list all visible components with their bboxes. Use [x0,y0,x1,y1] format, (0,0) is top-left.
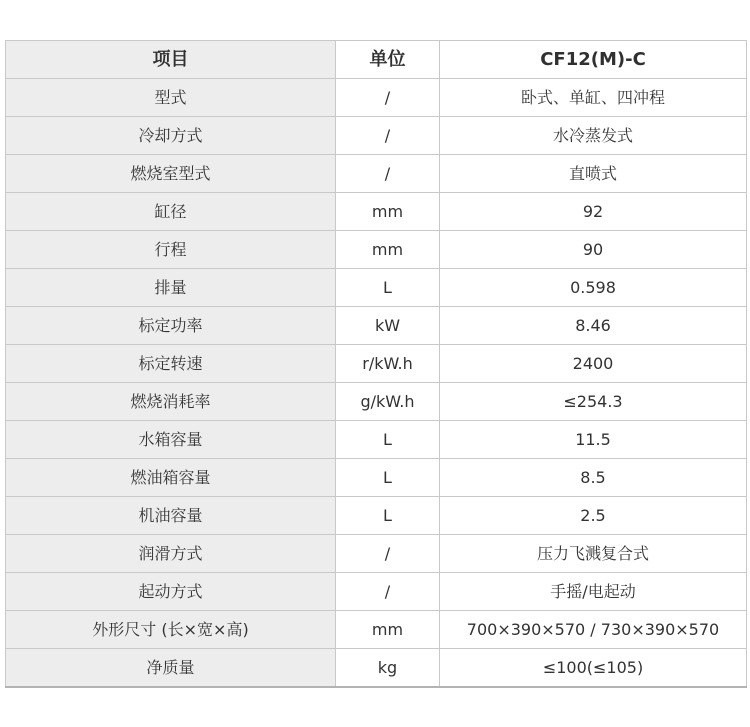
row-unit: L [336,421,440,459]
row-value: ≤254.3 [440,383,747,421]
spec-table [5,40,747,688]
row-value: 0.598 [440,269,747,307]
row-unit: / [336,79,440,117]
row-label: 净质量 [6,649,336,688]
row-label: 型式 [6,79,336,117]
table-row [6,611,747,649]
table-row [6,497,747,535]
table-row [6,307,747,345]
table-row [6,573,747,611]
row-unit: kW [336,307,440,345]
row-unit: / [336,117,440,155]
table-row [6,383,747,421]
row-unit: g/kW.h [336,383,440,421]
row-label: 冷却方式 [6,117,336,155]
row-value: 90 [440,231,747,269]
table-row [6,269,747,307]
row-label: 行程 [6,231,336,269]
row-value: 2400 [440,345,747,383]
row-unit: mm [336,193,440,231]
col-header-model: CF12(M)-C [440,41,747,79]
row-label: 外形尺寸 (长×宽×高) [6,611,336,649]
row-unit: / [336,535,440,573]
row-value: 8.5 [440,459,747,497]
row-unit: / [336,155,440,193]
row-label: 标定功率 [6,307,336,345]
table-header-row [6,41,747,79]
row-label: 排量 [6,269,336,307]
row-label: 水箱容量 [6,421,336,459]
row-value: 卧式、单缸、四冲程 [440,79,747,117]
row-label: 标定转速 [6,345,336,383]
row-value: 2.5 [440,497,747,535]
table-row [6,459,747,497]
row-unit: L [336,269,440,307]
row-value: 压力飞溅复合式 [440,535,747,573]
table-row [6,345,747,383]
row-unit: r/kW.h [336,345,440,383]
row-label: 燃烧室型式 [6,155,336,193]
row-unit: mm [336,611,440,649]
row-unit: L [336,497,440,535]
table-row [6,155,747,193]
row-value: 水冷蒸发式 [440,117,747,155]
table-row [6,117,747,155]
row-value: 直喷式 [440,155,747,193]
row-value: 11.5 [440,421,747,459]
row-label: 燃烧消耗率 [6,383,336,421]
col-header-unit: 单位 [336,41,440,79]
row-unit: kg [336,649,440,688]
table-row [6,79,747,117]
row-label: 润滑方式 [6,535,336,573]
row-value: 手摇/电起动 [440,573,747,611]
row-label: 机油容量 [6,497,336,535]
table-row [6,649,747,688]
table-row [6,193,747,231]
row-value: 92 [440,193,747,231]
row-value: ≤100(≤105) [440,649,747,688]
table-row [6,231,747,269]
row-value: 700×390×570 / 730×390×570 [440,611,747,649]
row-unit: mm [336,231,440,269]
row-value: 8.46 [440,307,747,345]
row-unit: L [336,459,440,497]
table-row [6,421,747,459]
row-label: 缸径 [6,193,336,231]
row-unit: / [336,573,440,611]
row-label: 燃油箱容量 [6,459,336,497]
row-label: 起动方式 [6,573,336,611]
table-row [6,535,747,573]
col-header-item: 项目 [6,41,336,79]
